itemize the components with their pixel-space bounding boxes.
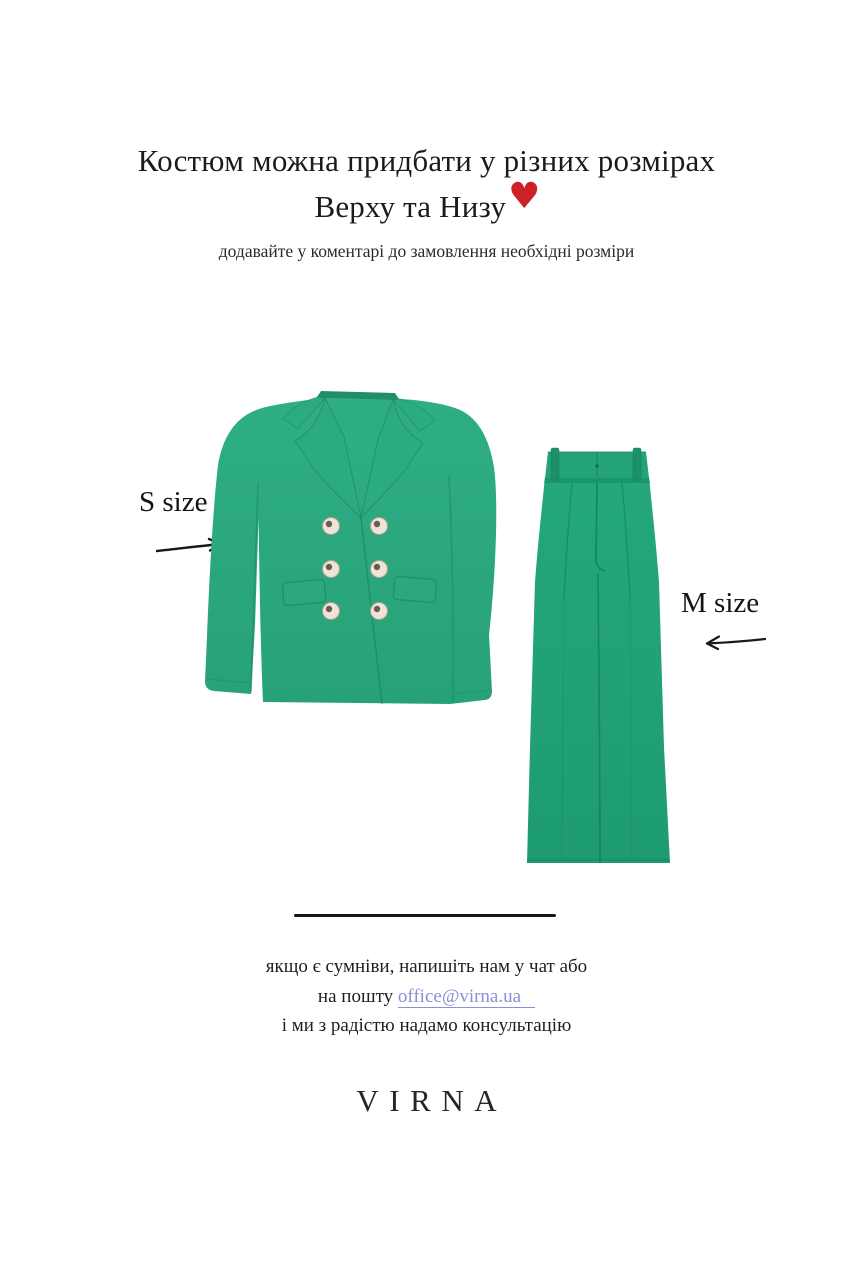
page-title — [0, 138, 853, 230]
email-link[interactable]: office@virna.ua — [398, 986, 535, 1008]
contact-line-2 — [0, 982, 853, 1012]
brand-logo: VIRNA — [356, 1083, 508, 1118]
trousers-image — [520, 447, 680, 872]
contact-line-1: якщо є сумніви, напишіть нам у чат або — [265, 956, 588, 977]
title-line-2-text: Верху та Низу — [314, 189, 507, 224]
title-line-2: Верху та Низу♥ — [314, 176, 541, 224]
contact-line-2-prefix: на пошту — [317, 985, 394, 1007]
order-comment-hint: додавайте у коментарі до замовлення необхідні розміри — [218, 241, 635, 261]
contact-block — [0, 952, 853, 1041]
title-line-1: Костюм можна придбати у різних розмірах — [137, 143, 716, 178]
trousers-size-label: M size — [681, 587, 760, 619]
jacket-image — [201, 385, 513, 715]
jacket-size-label: S size — [139, 486, 208, 518]
contact-line-3: і ми з радістю надамо консультацію — [281, 1015, 572, 1036]
arrow-left-icon — [702, 633, 768, 651]
divider — [294, 914, 556, 917]
